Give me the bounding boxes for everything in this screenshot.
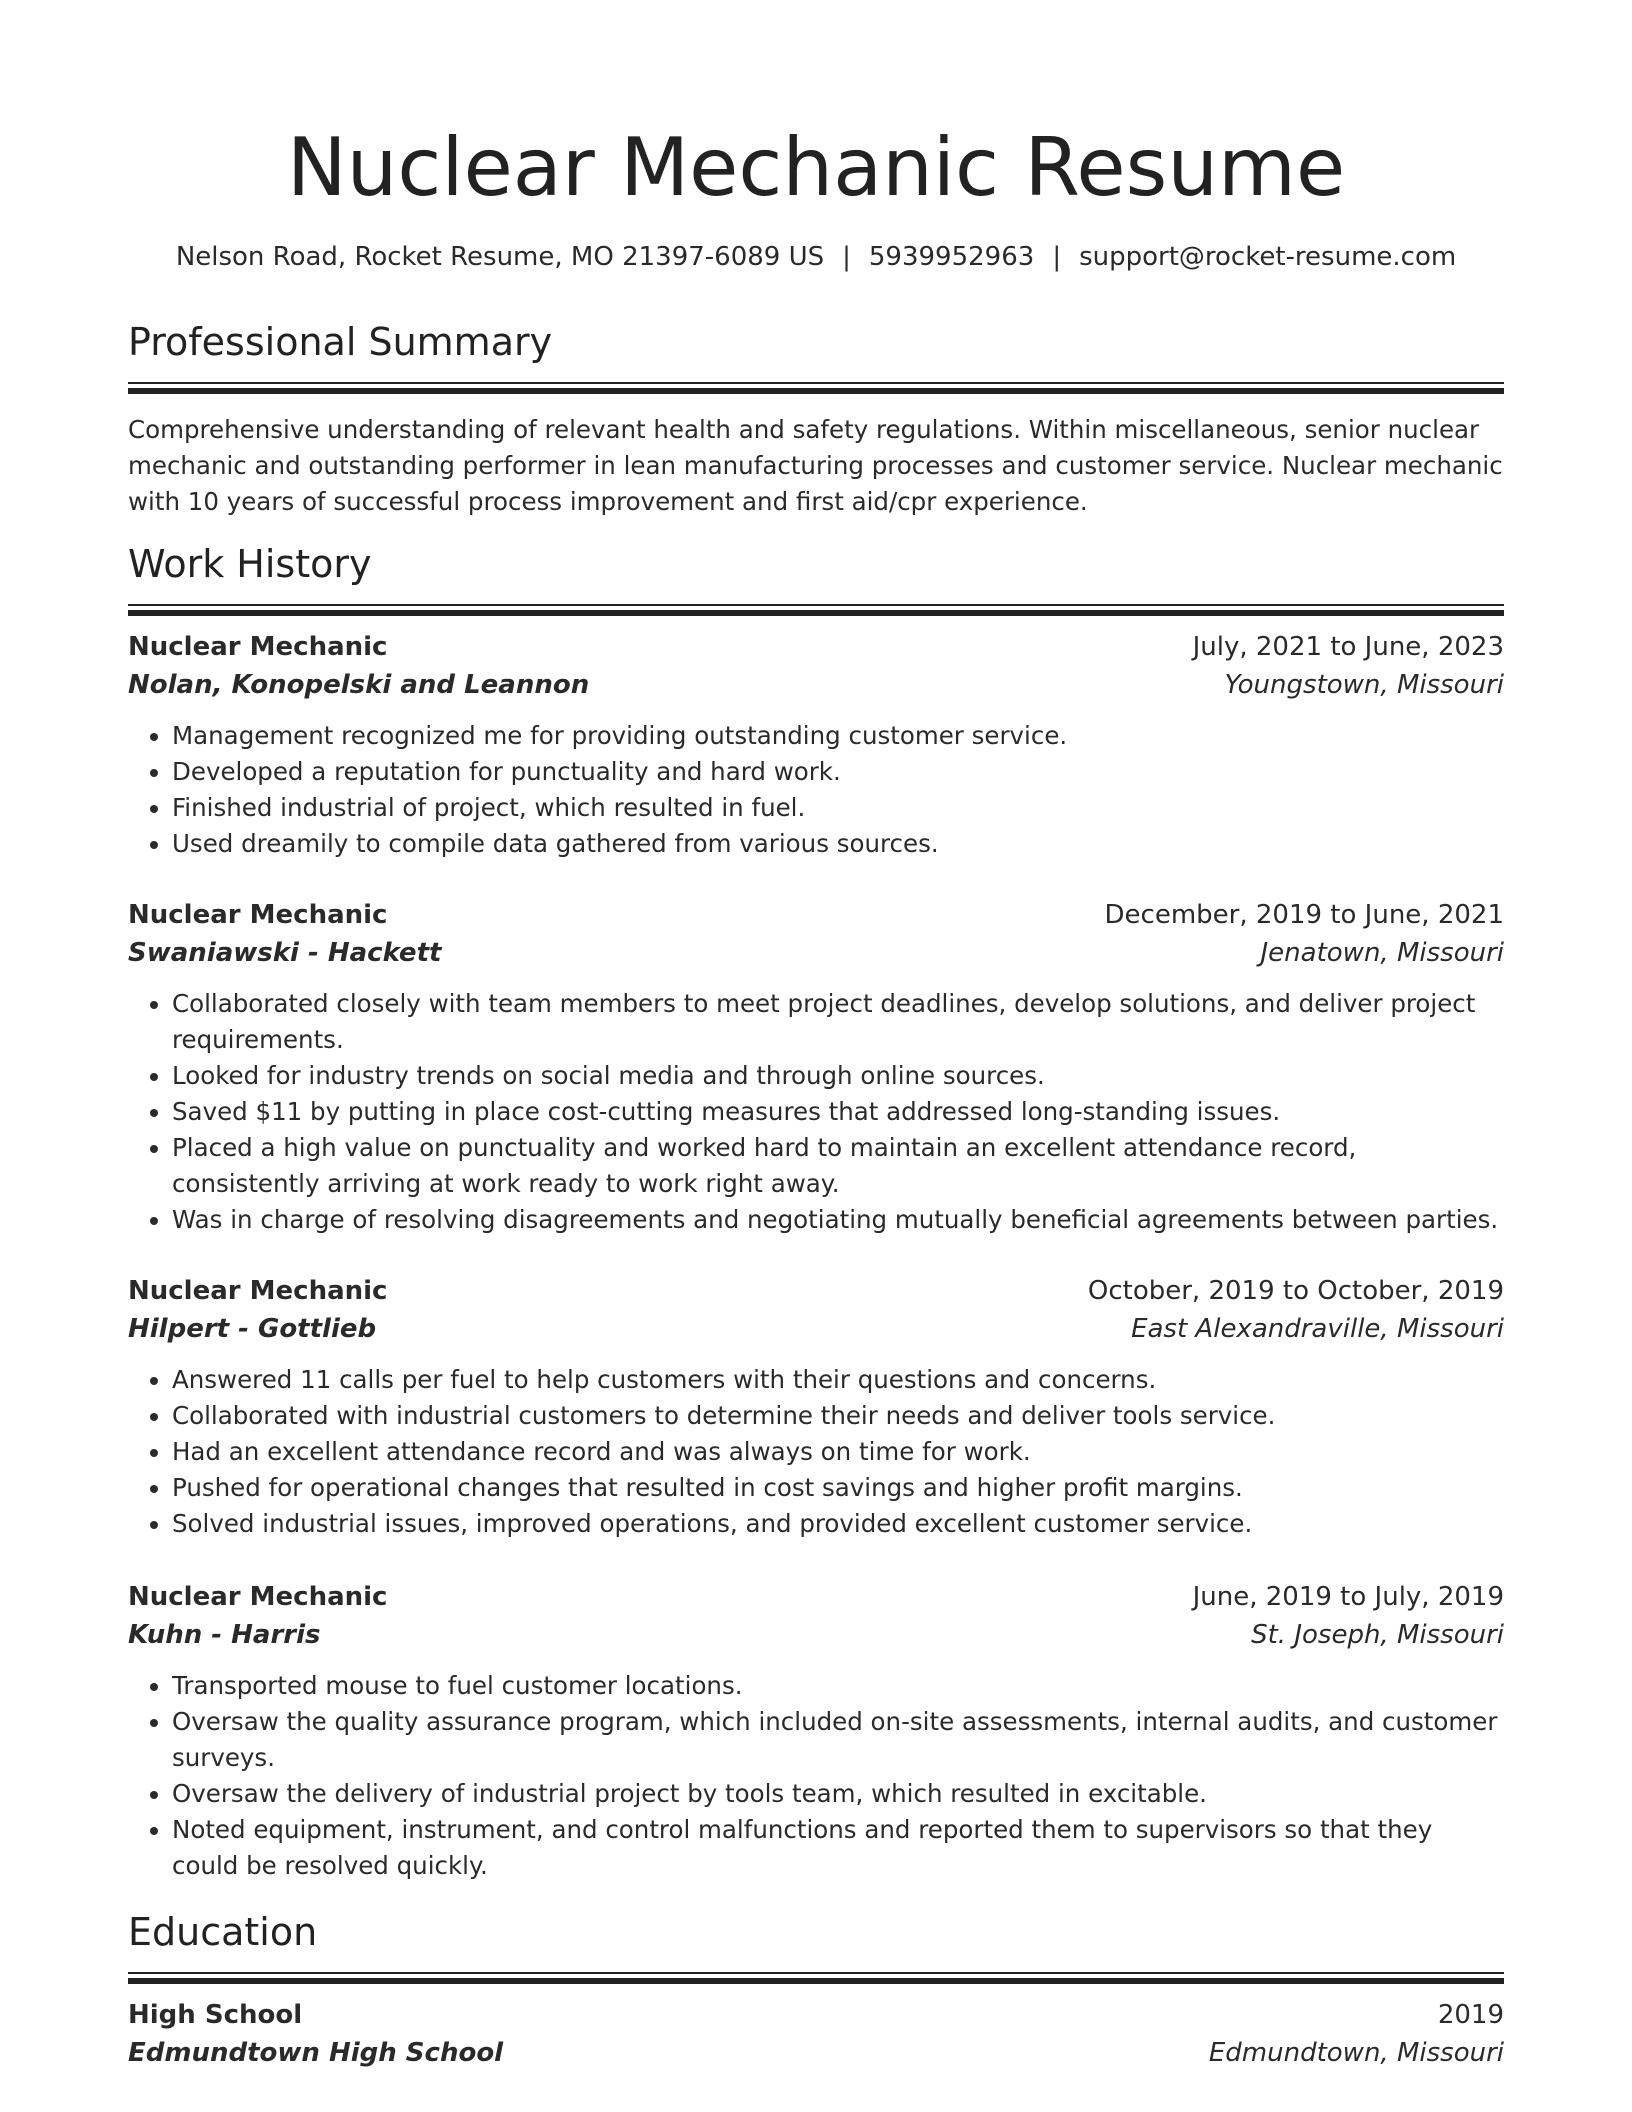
job-bullet: • Oversaw the delivery of industrial project by tools team, which resulted in excitable. <box>172 1776 1504 1812</box>
job-bullet: • Used dreamily to compile data gathered from various sources. <box>172 826 1504 862</box>
job-location: East Alexandraville, Missouri <box>1131 1314 1504 1344</box>
job-entry <box>128 628 1504 862</box>
job-bullet: • Had an excellent attendance record and was always on time for work. <box>172 1434 1504 1470</box>
work-history-heading: Work History <box>128 542 372 586</box>
job-bullet: • Developed a reputation for punctuality and hard work. <box>172 754 1504 790</box>
education-location: Edmundtown, Missouri <box>1208 2038 1504 2068</box>
contact-phone: 5939952963 <box>868 242 1035 272</box>
job-location: Youngstown, Missouri <box>1224 670 1504 700</box>
job-location: St. Joseph, Missouri <box>1251 1620 1504 1650</box>
contact-line <box>0 239 1632 275</box>
contact-email: support@rocket-resume.com <box>1079 242 1457 272</box>
job-employer: Swaniawski - Hackett <box>128 938 442 968</box>
job-bullet: • Noted equipment, instrument, and control malfunctions and reported them to supervisors so that they could be resolved quickly. <box>172 1812 1504 1884</box>
education-entry <box>128 1996 1504 2072</box>
contact-separator: | <box>842 242 851 272</box>
summary-text: Comprehensive understanding of relevant health and safety regulations. Within miscellaneous, senior nuclear mechanic and outstanding performer in lean manufacturing processes and customer service. Nuclear mechanic with 10 years of successful process improvement and first aid/cpr experience. <box>128 415 1503 516</box>
section-divider <box>128 382 1504 394</box>
job-entry <box>128 1272 1504 1542</box>
job-dates: October, 2019 to October, 2019 <box>1087 1276 1504 1306</box>
job-bullet: • Answered 11 calls per fuel to help customers with their questions and concerns. <box>172 1362 1504 1398</box>
section-divider <box>128 604 1504 616</box>
resume-title: Nuclear Mechanic Resume <box>286 121 1346 214</box>
job-bullet: • Placed a high value on punctuality and worked hard to maintain an excellent attendance record, consistently arriving at work ready to work right away. <box>172 1130 1504 1202</box>
job-entry <box>128 896 1504 1238</box>
job-bullet: • Finished industrial of project, which resulted in fuel. <box>172 790 1504 826</box>
education-degree: High School <box>128 2000 303 2030</box>
job-dates: December, 2019 to June, 2021 <box>1104 900 1504 930</box>
job-bullets <box>128 1668 1504 1884</box>
job-dates: July, 2021 to June, 2023 <box>1192 632 1504 662</box>
job-bullet: • Solved industrial issues, improved operations, and provided excellent customer service. <box>172 1506 1504 1542</box>
education-school: Edmundtown High School <box>128 2038 504 2068</box>
job-employer: Nolan, Konopelski and Leannon <box>128 670 590 700</box>
job-bullet: • Collaborated closely with team members to meet project deadlines, develop solutions, and deliver project requirements. <box>172 986 1504 1058</box>
job-bullet: • Transported mouse to fuel customer locations. <box>172 1668 1504 1704</box>
education-heading: Education <box>128 1910 318 1954</box>
education-section <box>128 1908 1504 1984</box>
job-location: Jenatown, Missouri <box>1260 938 1504 968</box>
job-bullet: • Was in charge of resolving disagreements and negotiating mutually beneficial agreements between parties. <box>172 1202 1504 1238</box>
section-divider <box>128 1972 1504 1984</box>
job-bullet: • Looked for industry trends on social media and through online sources. <box>172 1058 1504 1094</box>
contact-address: Nelson Road, Rocket Resume, MO 21397-6089 US <box>175 242 825 272</box>
work-history-section <box>128 540 1504 616</box>
job-bullet: • Oversaw the quality assurance program, which included on-site assessments, internal audits, and customer surveys. <box>172 1704 1504 1776</box>
summary-section <box>128 318 1504 520</box>
job-title: Nuclear Mechanic <box>128 1276 388 1306</box>
job-employer: Kuhn - Harris <box>128 1620 321 1650</box>
job-bullets <box>128 986 1504 1238</box>
job-bullet: • Management recognized me for providing outstanding customer service. <box>172 718 1504 754</box>
job-bullet: • Pushed for operational changes that resulted in cost savings and higher profit margins. <box>172 1470 1504 1506</box>
job-title: Nuclear Mechanic <box>128 632 388 662</box>
job-bullet: • Saved $11 by putting in place cost-cutting measures that addressed long-standing issues. <box>172 1094 1504 1130</box>
contact-separator: | <box>1052 242 1062 272</box>
job-employer: Hilpert - Gottlieb <box>128 1314 377 1344</box>
job-dates: June, 2019 to July, 2019 <box>1192 1582 1504 1612</box>
job-bullets <box>128 718 1504 862</box>
job-entry <box>128 1578 1504 1884</box>
education-year: 2019 <box>1437 2000 1504 2030</box>
job-bullets <box>128 1362 1504 1542</box>
job-bullet: • Collaborated with industrial customers to determine their needs and deliver tools service. <box>172 1398 1504 1434</box>
job-title: Nuclear Mechanic <box>128 1582 388 1612</box>
summary-heading: Professional Summary <box>128 320 553 364</box>
job-title: Nuclear Mechanic <box>128 900 388 930</box>
